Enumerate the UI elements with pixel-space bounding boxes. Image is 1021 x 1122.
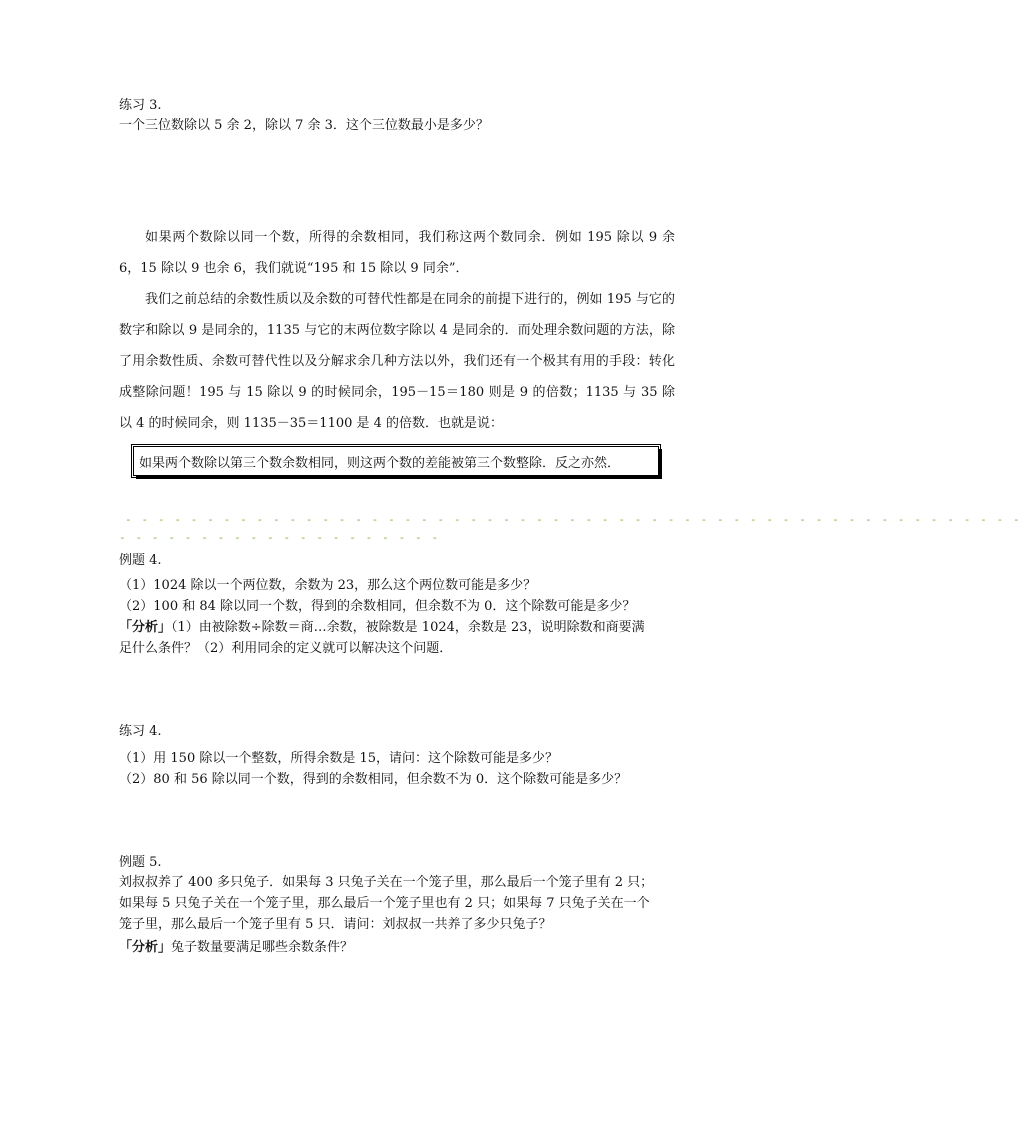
practice3-question: 一个三位数除以 5 余 2，除以 7 余 3．这个三位数最小是多少？ [119,118,489,133]
concept-section [119,222,675,439]
analysis-tag: 「分析」 [119,940,172,955]
separator-line-2: - - - - - - - - - - - - - - - - - - - - [119,531,440,544]
analysis-text: 兔子数量要满足哪些余数条件？ [171,940,354,955]
concept-paragraph-1: 如果两个数除以同一个数，所得的余数相同，我们称这两个数同余．例如 195 除以 9 余 6，15 除以 9 也余 6，我们就说“195 和 15 除以 9 同余”． [119,230,675,276]
analysis-tag: 「分析」 [119,620,172,635]
practice4-question-1: （1）用 150 除以一个整数，所得余数是 15，请问：这个除数可能是多少？ [119,751,559,766]
example5-line-2: 如果每 5 只兔子关在一个笼子里，那么最后一个笼子里也有 2 只；如果每 7 只兔子关在一个 [119,896,650,911]
example5-line-3: 笼子里，那么最后一个笼子里有 5 只．请问：刘叔叔一共养了多少只兔子？ [119,917,552,932]
example4-title: 例题 4. [119,553,162,568]
boxed-theorem-text: 如果两个数除以第三个数余数相同，则这两个数的差能被第三个数整除．反之亦然． [139,456,621,471]
separator-line-1: - - - - - - - - - - - - - - - - - - - - - - - - - - - - - - - - - - - - - - - - - - - - - - - - - - - - - - - [125,513,1021,526]
example4-analysis-line-1 [119,619,645,637]
analysis-text: （1）由被除数÷除数＝商…余数，被除数是 1024，余数是 23，说明除数和商要满 [171,620,645,635]
practice4-question-2: （2）80 和 56 除以同一个数，得到的余数相同，但余数不为 0．这个除数可能是多少？ [119,772,628,787]
example5-title: 例题 5. [119,855,162,870]
concept-paragraph-2: 我们之前总结的余数性质以及余数的可替代性都是在同余的前提下进行的，例如 195 与它的数字和除以 9 是同余的，1135 与它的末两位数字除以 4 是同余的．而处理余数问题的方法，除了用余数性质、余数可替代性以及分解求余几种方法以外，我们还有一个极其有用的手段：转化成整除问题！195 与 15 除以 9 的时候同余，195－15＝180 则是 9 的倍数；1135 与 35 除以 4 的时候同余，则 1135－35＝1100 是 4 的倍数．也就是说： [119,292,675,431]
example5-analysis [119,939,353,957]
example5-line-1: 刘叔叔养了 400 多只兔子．如果每 3 只兔子关在一个笼子里，那么最后一个笼子里有 2 只； [119,875,654,890]
example4-analysis-line-2: 足什么条件？（2）利用同余的定义就可以解决这个问题． [119,641,453,656]
example4-question-1: （1）1024 除以一个两位数，余数为 23，那么这个两位数可能是多少？ [119,578,537,593]
example4-question-2: （2）100 和 84 除以同一个数，得到的余数相同，但余数不为 0．这个除数可能是多少？ [119,599,636,614]
practice4-title: 练习 4. [119,724,162,739]
practice3-title: 练习 3. [119,98,162,113]
boxed-theorem [133,446,659,476]
